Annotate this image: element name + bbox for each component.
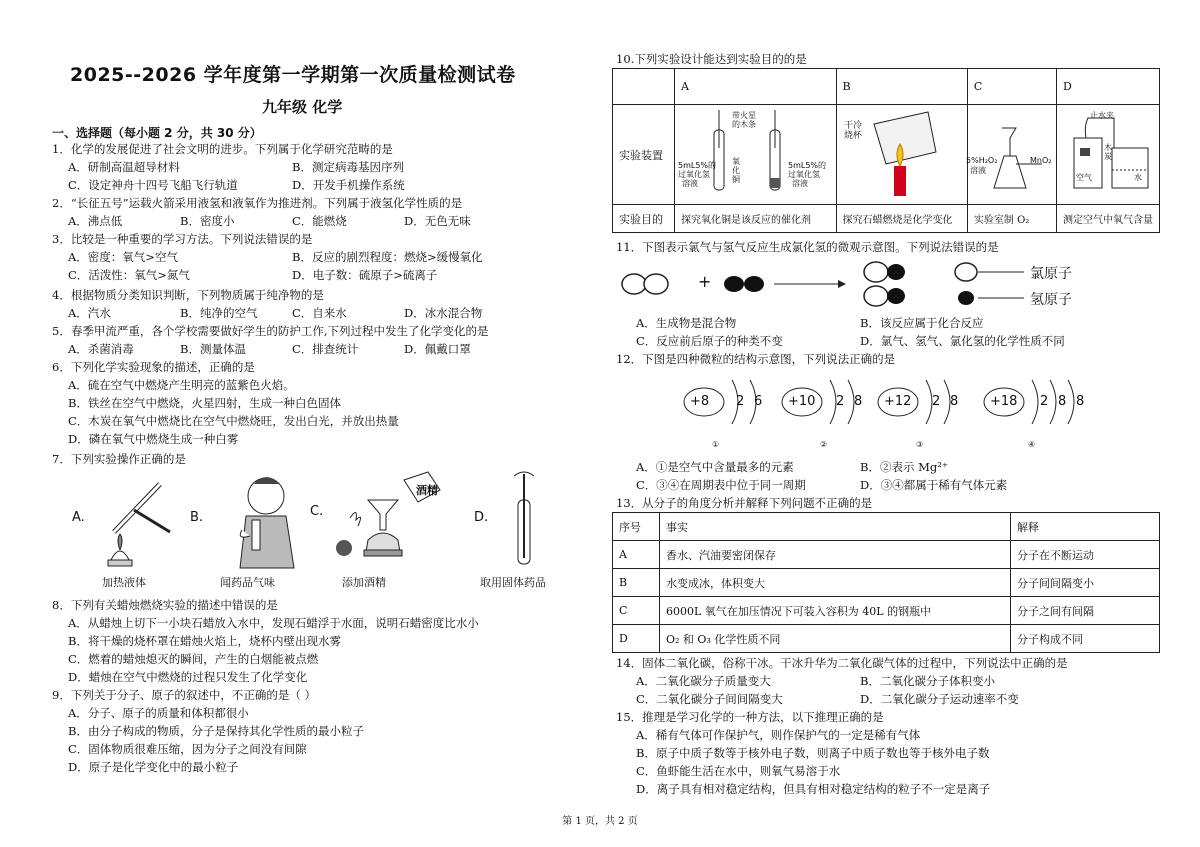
- q12-atom3-shell2: 8: [950, 394, 959, 409]
- q13-head-fact: 事实: [660, 513, 1011, 541]
- q6-option-d: D．磷在氧气中燃烧生成一种白雾: [68, 432, 239, 446]
- q7-smelling-illustration: [216, 470, 302, 570]
- q10-col-d: D: [1057, 69, 1160, 105]
- q3-option-b: B．反应的剧烈程度：燃烧>缓慢氧化: [292, 250, 483, 264]
- q9-option-a: A．分子、原子的质量和体积都很小: [68, 706, 249, 720]
- q12-atom1-nucleus: +8: [690, 394, 710, 409]
- q10-a-label-2: 的木条: [732, 120, 756, 129]
- table-row: C 6000L 氧气在加压情况下可装入容积为 40L 的钢瓶中 分子之间有间隔: [613, 597, 1160, 625]
- q7-label-a: A.: [72, 510, 85, 525]
- q10-d-label-3: 炭: [1104, 152, 1112, 161]
- q14-option-d: D．二氧化碳分子运动速率不变: [860, 692, 1019, 706]
- q10-col-b: B: [836, 69, 967, 105]
- q10-a-label-5b: 溶液: [792, 179, 808, 188]
- q1-option-c: C．设定神舟十四号飞船飞行轨道: [68, 178, 238, 192]
- q5-stem: 5．春季甲流严重，各个学校需要做好学生的防护工作,下列过程中发生了化学变化的是: [52, 324, 489, 338]
- q10-purpose-c: 实验室制 O₂: [967, 205, 1056, 233]
- q3-stem: 3．比较是一种重要的学习方法。下列说法错误的是: [52, 232, 313, 246]
- q14-option-b: B．二氧化碳分子体积变小: [860, 674, 995, 688]
- q7-alcohol-label: 酒精: [416, 484, 438, 497]
- q10-c-label-1: 5%H₂O₂: [966, 156, 998, 165]
- q10-d-label-2: 木: [1104, 143, 1112, 152]
- q12-atom2-shell1: 2: [836, 394, 845, 409]
- q13-head-index: 序号: [613, 513, 660, 541]
- q7-heating-liquid-illustration: [90, 470, 180, 570]
- q4-option-a: A．汽水: [68, 306, 111, 320]
- q5-option-b: B．测量体温: [180, 342, 246, 356]
- q10-row-purpose: 实验目的: [613, 205, 675, 233]
- q10-c-label-3: MnO₂: [1030, 156, 1052, 165]
- q10-a-label-5: 溶液: [682, 179, 698, 188]
- q11-legend-hydrogen: 氢原子: [1030, 292, 1072, 308]
- q1-option-a: A．研制高温超导材料: [68, 160, 180, 174]
- page-subtitle: 九年级 化学: [262, 98, 343, 116]
- q8-stem: 8．下列有关蜡烛燃烧实验的描述中错误的是: [52, 598, 278, 612]
- q12-option-c: C．③④在周期表中位于同一周期: [636, 478, 806, 492]
- q6-option-c: C．木炭在氧气中燃烧比在空气中燃烧旺，发出白光，并放出热量: [68, 414, 399, 428]
- q8-option-d: D．蜡烛在空气中燃烧的过程只发生了化学变化: [68, 670, 308, 684]
- table-row: B 水变成冰，体积变大 分子间间隔变小: [613, 569, 1160, 597]
- q7-label-d: D.: [474, 510, 489, 525]
- electron-shell-arc: [1068, 380, 1074, 424]
- q12-atom1-label: ①: [712, 440, 720, 449]
- q7-adding-alcohol-illustration: [328, 470, 458, 570]
- q4-option-d: D．冰水混合物: [404, 306, 483, 320]
- q2-option-c: C．能燃烧: [292, 214, 347, 228]
- q12-atom3-shell1: 2: [932, 394, 941, 409]
- q10-a-label-3: 5mL5%的: [678, 161, 717, 170]
- q10-b-label-2: 烧杯: [844, 131, 863, 141]
- q2-stem: 2．“长征五号”运载火箭采用液氢和液氧作为推进剂。下列属于液氢化学性质的是: [52, 196, 463, 210]
- q10-purpose-b: 探究石蜡燃烧是化学变化: [836, 205, 967, 233]
- q9-stem: 9．下列关于分子、原子的叙述中，不正确的是（ ）: [52, 688, 316, 702]
- q15-option-a: A．稀有气体可作保护气，则作保护气的一定是稀有气体: [636, 728, 921, 742]
- q10-d-label-4: 空气: [1076, 173, 1092, 182]
- q12-atom3-nucleus: +12: [884, 394, 912, 409]
- q11-reaction-diagram: [616, 260, 1056, 310]
- q11-option-c: C．反应前后原子的种类不变: [636, 334, 783, 348]
- q5-option-a: A．杀菌消毒: [68, 342, 134, 356]
- q10-purpose-d: 测定空气中氧气含量: [1057, 205, 1160, 233]
- q15-option-c: C．鱼虾能生活在水中，则氧气易溶于水: [636, 764, 841, 778]
- q10-apparatus-c-drawing: [964, 108, 1048, 202]
- q10-a-label-4: 过氧化氢: [678, 170, 710, 179]
- q10-a-label-8: 铜: [732, 175, 740, 184]
- q4-option-c: C．自来水: [292, 306, 347, 320]
- q15-option-b: B．原子中质子数等于核外电子数，则离子中质子数也等于核外电子数: [636, 746, 990, 760]
- q10-col-c: C: [967, 69, 1056, 105]
- q8-option-a: A．从蜡烛上切下一小块石蜡放入水中，发现石蜡浮于水面，说明石蜡密度比水小: [68, 616, 479, 630]
- q15-option-d: D．离子具有相对稳定结构，但具有相对稳定结构的粒子不一定是离子: [636, 782, 991, 796]
- q12-option-d: D．③④都属于稀有气体元素: [860, 478, 1008, 492]
- q9-option-c: C．固体物质很难压缩，因为分子之间没有间隙: [68, 742, 307, 756]
- q1-option-d: D．开发手机操作系统: [292, 178, 405, 192]
- table-row: A 香水、汽油要密闭保存 分子在不断运动: [613, 541, 1160, 569]
- q10-a-label-1: 带火星: [732, 111, 756, 120]
- q7-caption-d: 取用固体药品: [480, 576, 546, 589]
- q10-d-label-5: 水: [1134, 173, 1142, 182]
- electron-shell-arc: [1050, 380, 1056, 424]
- q1-stem: 1．化学的发展促进了社会文明的进步。下列属于化学研究范畴的是: [52, 142, 393, 156]
- q5-option-d: D．佩戴口罩: [404, 342, 471, 356]
- q11-legend-chlorine: 氯原子: [1030, 266, 1072, 282]
- q13-stem: 13．从分子的角度分析并解释下列问题不正确的是: [616, 496, 873, 510]
- q14-option-c: C．二氧化碳分子间间隔变大: [636, 692, 783, 706]
- q10-row-apparatus: 实验装置: [613, 105, 675, 205]
- q6-stem: 6．下列化学实验现象的描述，正确的是: [52, 360, 255, 374]
- q11-stem: 11．下图表示氯气与氢气反应生成氯化氢的微观示意图。下列说法错误的是: [616, 240, 999, 254]
- q6-option-b: B．铁丝在空气中燃烧，火星四射，生成一种白色固体: [68, 396, 341, 410]
- q12-atom4-nucleus: +18: [990, 394, 1018, 409]
- q10-c-label-2: 溶液: [970, 166, 986, 175]
- q2-option-a: A．沸点低: [68, 214, 123, 228]
- page-title: 2025--2026 学年度第一学期第一次质量检测试卷: [70, 64, 516, 86]
- section-heading: 一、选择题（每小题 2 分，共 30 分）: [52, 126, 262, 140]
- page-footer: 第 1 页，共 2 页: [562, 816, 638, 827]
- q11-option-a: A．生成物是混合物: [636, 316, 737, 330]
- q10-a-label-3b: 5mL5%的: [788, 161, 827, 170]
- q12-atom2-nucleus: +10: [788, 394, 816, 409]
- q14-stem: 14．固体二氧化碳，俗称干冰。干冰升华为二氧化碳气体的过程中，下列说法中正确的是: [616, 656, 1068, 670]
- q12-atom1-shell2: 6: [754, 394, 763, 409]
- q10-col-a: A: [675, 69, 836, 105]
- q12-option-b: B．②表示 Mg²⁺: [860, 460, 948, 474]
- q12-option-a: A．①是空气中含量最多的元素: [636, 460, 794, 474]
- q14-option-a: A．二氧化碳分子质量变大: [636, 674, 771, 688]
- q11-option-b: B．该反应属于化合反应: [860, 316, 984, 330]
- q8-option-c: C．燃着的蜡烛熄灭的瞬间，产生的白烟能被点燃: [68, 652, 319, 666]
- q4-option-b: B．纯净的空气: [180, 306, 258, 320]
- q10-d-label-1: 止水夹: [1090, 111, 1114, 120]
- q10-stem: 10.下列实验设计能达到实验目的的是: [616, 52, 807, 66]
- q10-b-label-1: 干冷: [844, 121, 863, 131]
- q9-option-d: D．原子是化学变化中的最小粒子: [68, 760, 239, 774]
- q3-option-d: D．电子数：硫原子>硫离子: [292, 268, 438, 282]
- q15-stem: 15．推理是学习化学的一种方法，以下推理正确的是: [616, 710, 884, 724]
- q12-atom2-shell2: 8: [854, 394, 863, 409]
- q13-head-explain: 解释: [1011, 513, 1160, 541]
- q3-option-c: C．活泼性：氧气>氮气: [68, 268, 190, 282]
- q7-caption-a: 加热液体: [102, 576, 146, 589]
- q9-option-b: B．由分子构成的物质，分子是保持其化学性质的最小粒子: [68, 724, 364, 738]
- q2-option-b: B．密度小: [180, 214, 235, 228]
- q7-label-b: B.: [190, 510, 204, 525]
- q4-stem: 4．根据物质分类知识判断，下列物质属于纯净物的是: [52, 288, 324, 302]
- q12-atom4-shell1: 2: [1040, 394, 1049, 409]
- q12-atom-diagrams: [678, 374, 1078, 454]
- q7-solid-reagent-illustration: [488, 470, 558, 570]
- q10-purpose-a: 探究氧化铜是该反应的催化剂: [675, 205, 836, 233]
- q8-option-b: B．将干燥的烧杯罩在蜡烛火焰上，烧杯内壁出现水雾: [68, 634, 341, 648]
- q10-a-label-4b: 过氧化氢: [788, 170, 820, 179]
- q12-atom4-label: ④: [1028, 440, 1036, 449]
- q11-option-d: D．氯气、氢气、氯化氢的化学性质不同: [860, 334, 1065, 348]
- q12-atom4-shell2: 8: [1058, 394, 1067, 409]
- q2-option-d: D．无色无味: [404, 214, 471, 228]
- q11-plus: +: [698, 272, 712, 291]
- q6-option-a: A．硫在空气中燃烧产生明亮的蓝紫色火焰。: [68, 378, 295, 392]
- q12-stem: 12．下图是四种微粒的结构示意图，下列说法正确的是: [616, 352, 896, 366]
- table-row: D O₂ 和 O₃ 化学性质不同 分子构成不同: [613, 625, 1160, 653]
- q7-label-c: C.: [310, 504, 324, 519]
- q12-atom4-shell3: 8: [1076, 394, 1085, 409]
- q10-a-label-7: 化: [732, 166, 740, 175]
- q1-option-b: B．测定病毒基因序列: [292, 160, 404, 174]
- q12-atom1-shell1: 2: [736, 394, 745, 409]
- q12-atom3-label: ③: [916, 440, 924, 449]
- electron-shell-arc: [1032, 380, 1038, 424]
- q7-caption-c: 添加酒精: [342, 576, 386, 589]
- q13-table: [612, 512, 1160, 653]
- q5-option-c: C．排查统计: [292, 342, 359, 356]
- q10-a-label-6: 氧: [732, 157, 740, 166]
- q7-stem: 7．下列实验操作正确的是: [52, 452, 186, 466]
- q7-caption-b: 闻药品气味: [220, 576, 275, 589]
- q12-atom2-label: ②: [820, 440, 828, 449]
- q3-option-a: A．密度：氧气>空气: [68, 250, 178, 264]
